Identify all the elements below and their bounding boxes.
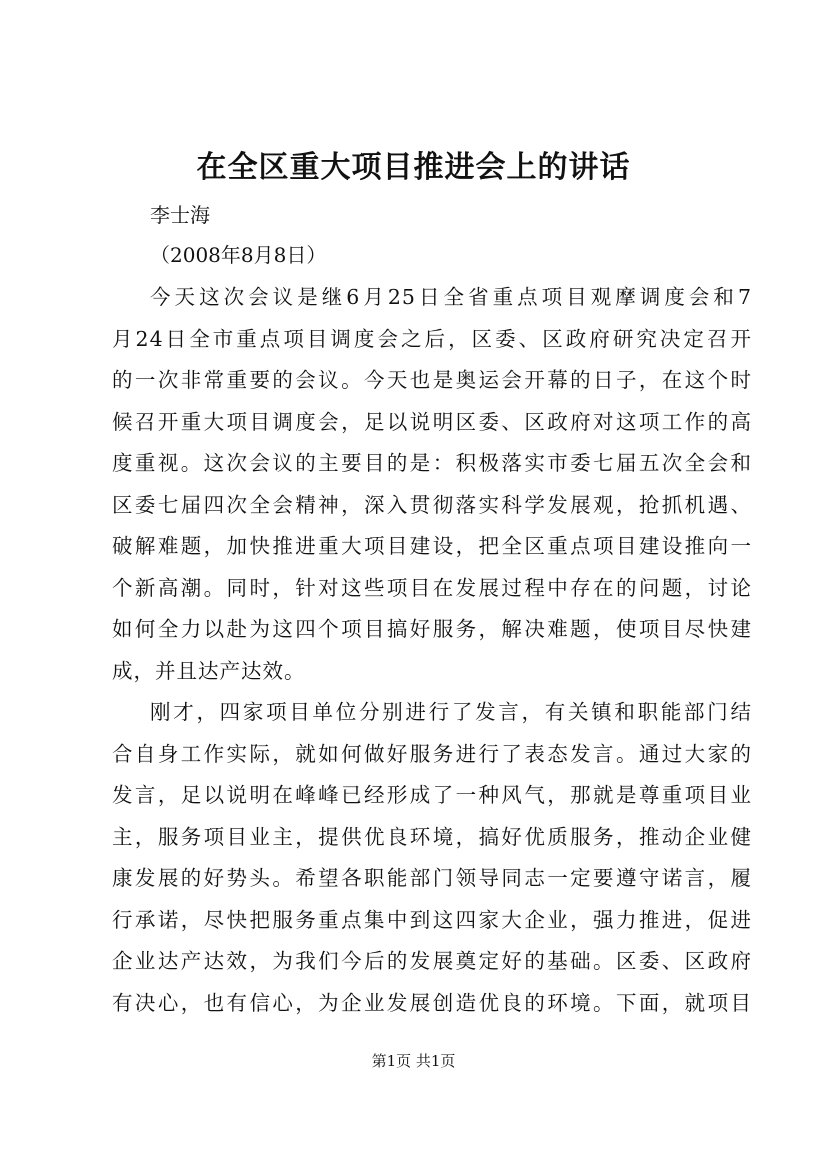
text-line: 月24日全市重点项目调度会之后，区委、区政府研究决定召开 <box>112 326 752 351</box>
text-line: 度重视。这次会议的主要目的是：积极落实市委七届五次全会和 <box>112 451 752 475</box>
body-text <box>112 277 752 1024</box>
text-line: 行承诺，尽快把服务重点集中到这四家大企业，强力推进，促进 <box>112 907 752 932</box>
text-line: 候召开重大项目调度会，足以说明区委、区政府对这项工作的高 <box>112 409 752 434</box>
text-line: 的一次非常重要的会议。今天也是奥运会开幕的日子，在这个时 <box>112 368 752 392</box>
text-line: 康发展的好势头。希望各职能部门领导同志一定要遵守诺言，履 <box>112 866 752 890</box>
paragraph-2 <box>112 692 752 1024</box>
page-footer: 第1页 共1页 <box>371 1052 456 1070</box>
author-name: 李士海 <box>150 203 210 227</box>
text-line: 如何全力以赴为这四个项目搞好服务，解决难题，使项目尽快建 <box>112 617 752 641</box>
paragraph-1 <box>112 277 752 692</box>
text-line: 个新高潮。同时，针对这些项目在发展过程中存在的问题，讨论 <box>112 575 752 600</box>
text-line: 企业达产达效，为我们今后的发展奠定好的基础。区委、区政府 <box>112 949 752 973</box>
text-line: 有决心，也有信心，为企业发展创造优良的环境。下面，就项目 <box>112 990 752 1015</box>
text-line: 发言，足以说明在峰峰已经形成了一种风气，那就是尊重项目业 <box>112 783 752 807</box>
text-line: 主，服务项目业主，提供优良环境，搞好优质服务，推动企业健 <box>112 824 752 849</box>
text-line: 区委七届四次全会精神，深入贯彻落实科学发展观，抢抓机遇、 <box>112 492 752 517</box>
document-title: 在全区重大项目推进会上的讲话 <box>196 150 631 185</box>
text-line: 破解难题，加快推进重大项目建设，把全区重点项目建设推向一 <box>112 534 752 558</box>
text-line: 合自身工作实际，就如何做好服务进行了表态发言。通过大家的 <box>112 741 752 766</box>
text-line: 今天这次会议是继6月25日全省重点项目观摩调度会和7 <box>150 285 752 309</box>
text-line: 成，并且达产达效。 <box>112 658 306 683</box>
speech-date: （2008年8月8日） <box>150 243 327 267</box>
text-line: 刚才，四家项目单位分别进行了发言，有关镇和职能部门结 <box>150 700 752 724</box>
